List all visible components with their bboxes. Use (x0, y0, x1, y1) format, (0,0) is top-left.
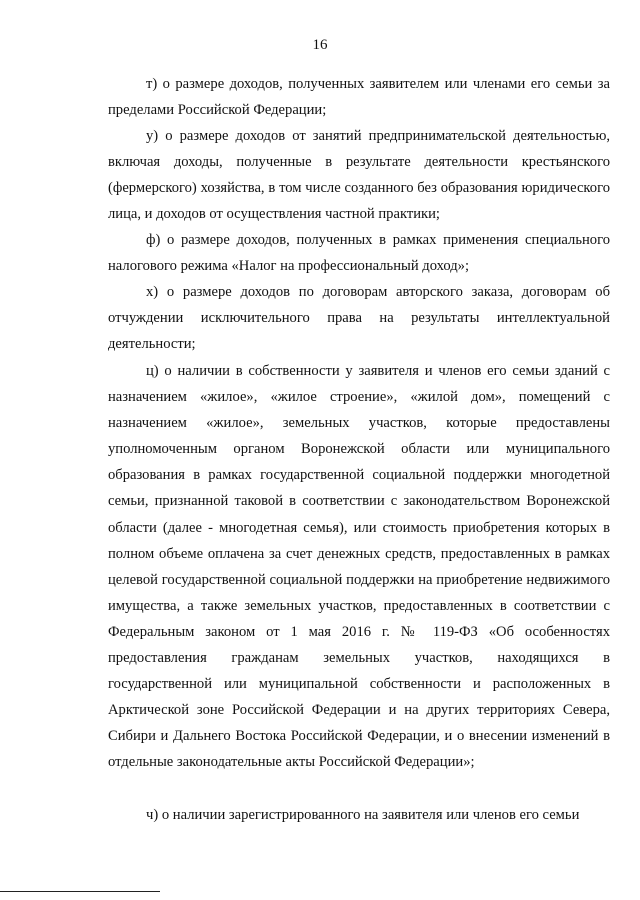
page-number: 16 (312, 37, 328, 53)
paragraph-h: х) о размере доходов по договорам авторского заказа, договорам об отчуждении исключительного права на результаты интеллектуальной деятельности; (108, 284, 610, 353)
paragraph-ch: ч) о наличии зарегистрированного на заявителя или членов его семьи (146, 807, 580, 823)
paragraph-f: ф) о размере доходов, полученных в рамках применения специального налогового режима «Налог на профессиональный доход»; (108, 232, 610, 275)
paragraph-u: у) о размере доходов от занятий предпринимательской деятельностью, включая доходы, полученные в результате деятельности крестьянского (фермерского) хозяйства, в том числе созданного без образования юридического лица, и доходов от осуществления частной практики; (108, 128, 610, 223)
footer-rule (0, 891, 160, 892)
paragraph-t: т) о размере доходов, полученных заявителем или членами его семьи за пределами Российской Федерации; (108, 76, 610, 119)
paragraph-c: ц) о наличии в собственности у заявителя и членов его семьи зданий с назначением «жилое», «жилое строение», «жилой дом», помещений с назначением «жилое», земельных участков, которые предоставлены уполномоченным органом Воронежской области или муниципального образования в рамках государственной социальной поддержки многодетной семьи, признанной таковой в соответствии с законодательством Воронежской области (далее - многодетная семья), или стоимость приобретения которых в полном объеме оплачена за счет денежных средств, предоставленных в рамках целевой государственной социальной поддержки на приобретение недвижимого имущества, а также земельных участков, предоставленных в соответствии с Федеральным законом от 1 мая 2016 г. № 119-ФЗ «Об особенностях предоставления гражданам земельных участков, находящихся в государственной или муниципальной собственности и расположенных в Арктической зоне Российской Федерации и на других территориях Севера, Сибири и Дальнего Востока Российской Федерации, и о внесении изменений в отдельные законодательные акты Российской Федерации»; (108, 363, 610, 771)
